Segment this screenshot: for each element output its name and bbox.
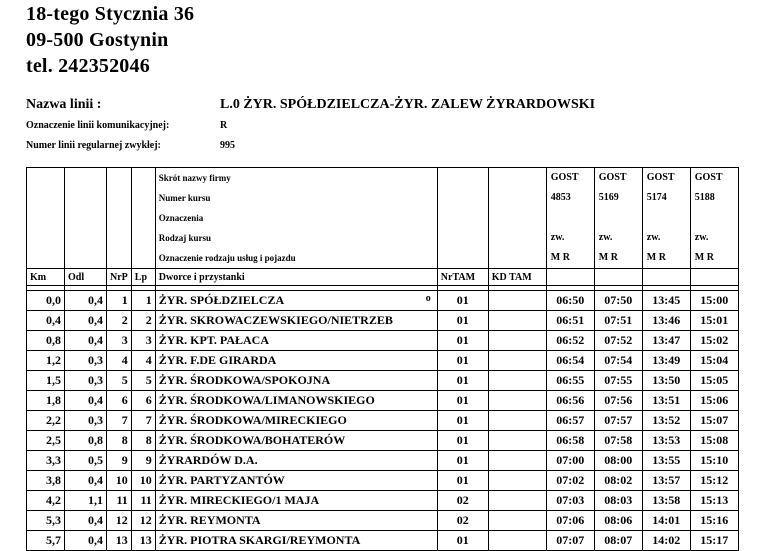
course-company: GOST xyxy=(550,172,579,183)
departure-time: 07:50 xyxy=(594,291,642,311)
stop-row xyxy=(27,311,739,331)
stop-row xyxy=(27,371,739,391)
departure-time: 07:58 xyxy=(594,431,642,451)
stop-nrp: 12 xyxy=(107,511,132,531)
departure-time: 15:00 xyxy=(690,291,738,311)
course-service: M R xyxy=(646,252,666,263)
stop-lp: 11 xyxy=(131,491,155,511)
line-name-value: L.0 ŻYR. SPÓŁDZIELCZA-ŻYR. ZALEW ŻYRARDOWSKI xyxy=(220,97,596,112)
label-service-type: Oznaczenie rodzaju usług i pojazdu xyxy=(158,253,296,263)
col-odl-header: Odl xyxy=(65,269,107,286)
stop-name: ŻYR. MIRECKIEGO/1 MAJA xyxy=(158,493,320,507)
stop-km: 3,3 xyxy=(27,451,65,471)
stop-row xyxy=(27,451,739,471)
stop-row xyxy=(27,331,739,351)
departure-time: 13:46 xyxy=(642,311,690,331)
stop-lp: 7 xyxy=(131,411,155,431)
stop-distance: 0,4 xyxy=(65,311,107,331)
stop-kdtam xyxy=(488,511,546,531)
stop-row xyxy=(27,391,739,411)
stop-nrtam: 01 xyxy=(437,351,488,371)
departure-time: 06:50 xyxy=(546,291,594,311)
departure-time: 07:07 xyxy=(546,531,594,551)
departure-time: 07:56 xyxy=(594,391,642,411)
stop-nrp: 8 xyxy=(107,431,132,451)
stop-nrtam: 01 xyxy=(437,331,488,351)
company-street: 18-tego Stycznia 36 xyxy=(26,3,195,25)
stop-name: ŻYRARDÓW D.A. xyxy=(158,453,258,467)
stop-nrp: 6 xyxy=(107,391,132,411)
stop-mark: o xyxy=(425,293,431,304)
regular-line-number-value: 995 xyxy=(220,140,235,151)
stop-km: 3,8 xyxy=(27,471,65,491)
departure-time: 08:07 xyxy=(594,531,642,551)
stop-km: 5,7 xyxy=(27,531,65,551)
stop-km: 0,4 xyxy=(27,311,65,331)
departure-time: 13:57 xyxy=(642,471,690,491)
stop-lp: 12 xyxy=(131,511,155,531)
timetable xyxy=(26,167,739,551)
course-marks xyxy=(599,208,639,228)
departure-time: 07:00 xyxy=(546,451,594,471)
stop-name-cell xyxy=(155,391,437,411)
departure-time: 06:56 xyxy=(546,391,594,411)
course-number: 5188 xyxy=(694,192,715,203)
company-city: 09-500 Gostynin xyxy=(26,29,169,51)
departure-time: 07:02 xyxy=(546,471,594,491)
stop-name: ŻYR. F.DE GIRARDA xyxy=(158,353,277,367)
stop-lp: 9 xyxy=(131,451,155,471)
col-kdtam-header: KD TAM xyxy=(488,269,546,286)
departure-time: 08:06 xyxy=(594,511,642,531)
stop-distance: 0,5 xyxy=(65,451,107,471)
departure-time: 14:01 xyxy=(642,511,690,531)
stop-lp: 5 xyxy=(131,371,155,391)
stop-nrtam: 01 xyxy=(437,411,488,431)
stop-distance: 1,1 xyxy=(65,491,107,511)
col-lp-header: Lp xyxy=(131,269,155,286)
departure-time: 15:02 xyxy=(690,331,738,351)
course-info-header xyxy=(27,168,739,269)
departure-time: 08:00 xyxy=(594,451,642,471)
column-header-row xyxy=(27,269,739,286)
departure-time: 14:02 xyxy=(642,531,690,551)
col-stop-header: Dworce i przystanki xyxy=(155,269,437,286)
stop-distance: 0,4 xyxy=(65,291,107,311)
stop-row xyxy=(27,291,739,311)
course-type: zw. xyxy=(598,232,613,243)
stop-kdtam xyxy=(488,451,546,471)
departure-time: 15:07 xyxy=(690,411,738,431)
stop-distance: 0,4 xyxy=(65,391,107,411)
label-course-type: Rodzaj kursu xyxy=(158,233,212,243)
col-nrtam-header: NrTAM xyxy=(437,269,488,286)
departure-time: 08:02 xyxy=(594,471,642,491)
stop-nrtam: 01 xyxy=(437,291,488,311)
departure-time: 15:13 xyxy=(690,491,738,511)
stop-row xyxy=(27,351,739,371)
stop-nrtam: 01 xyxy=(437,451,488,471)
departure-time: 13:45 xyxy=(642,291,690,311)
course-marks xyxy=(647,208,687,228)
stop-nrp: 5 xyxy=(107,371,132,391)
departure-time: 06:52 xyxy=(546,331,594,351)
stop-kdtam xyxy=(488,471,546,491)
departure-time: 15:06 xyxy=(690,391,738,411)
stop-km: 4,2 xyxy=(27,491,65,511)
stop-name-cell xyxy=(155,411,437,431)
stop-distance: 0,4 xyxy=(65,531,107,551)
stop-km: 0,0 xyxy=(27,291,65,311)
departure-time: 13:50 xyxy=(642,371,690,391)
departure-time: 06:58 xyxy=(546,431,594,451)
departure-time: 13:53 xyxy=(642,431,690,451)
departure-time: 07:54 xyxy=(594,351,642,371)
stop-km: 1,8 xyxy=(27,391,65,411)
col-km-header: Km xyxy=(27,269,65,286)
departure-time: 07:51 xyxy=(594,311,642,331)
stop-name: ŻYR. PIOTRA SKARGI/REYMONTA xyxy=(158,533,361,547)
stop-nrtam: 02 xyxy=(437,511,488,531)
stop-name: ŻYR. ŚRODKOWA/SPOKOJNA xyxy=(158,373,331,387)
departure-time: 07:57 xyxy=(594,411,642,431)
stop-nrp: 10 xyxy=(107,471,132,491)
departure-time: 13:58 xyxy=(642,491,690,511)
stop-nrtam: 01 xyxy=(437,431,488,451)
stop-row xyxy=(27,471,739,491)
departure-time: 07:03 xyxy=(546,491,594,511)
stop-nrtam: 01 xyxy=(437,371,488,391)
stop-distance: 0,4 xyxy=(65,331,107,351)
stop-name-cell xyxy=(155,471,437,491)
stop-km: 2,5 xyxy=(27,431,65,451)
stop-nrp: 13 xyxy=(107,531,132,551)
label-marks: Oznaczenia xyxy=(158,213,204,223)
label-company-abbrev: Skrót nazwy firmy xyxy=(158,173,231,183)
departure-time: 15:17 xyxy=(690,531,738,551)
stop-name: ŻYR. PARTYZANTÓW xyxy=(158,473,285,487)
stop-nrp: 1 xyxy=(107,291,132,311)
course-column-4 xyxy=(690,168,738,269)
stop-km: 1,2 xyxy=(27,351,65,371)
regular-line-number-label: Numer linii regularnej zwykłej: xyxy=(26,140,161,151)
course-column-2 xyxy=(594,168,642,269)
stop-row xyxy=(27,431,739,451)
stop-row xyxy=(27,491,739,511)
stop-lp: 4 xyxy=(131,351,155,371)
course-type: zw. xyxy=(694,232,709,243)
course-type: zw. xyxy=(550,232,565,243)
stop-km: 0,8 xyxy=(27,331,65,351)
stop-kdtam xyxy=(488,391,546,411)
departure-time: 13:49 xyxy=(642,351,690,371)
line-name-label: Nazwa linii : xyxy=(26,97,102,112)
departure-time: 15:05 xyxy=(690,371,738,391)
course-number: 5169 xyxy=(598,192,619,203)
stop-distance: 0,8 xyxy=(65,431,107,451)
stop-name-cell xyxy=(155,431,437,451)
departure-time: 15:16 xyxy=(690,511,738,531)
stop-kdtam xyxy=(488,291,546,311)
stop-kdtam xyxy=(488,491,546,511)
line-designation-label: Oznaczenie linii komunikacyjnej: xyxy=(26,120,170,131)
stop-kdtam xyxy=(488,531,546,551)
stop-kdtam xyxy=(488,431,546,451)
course-type: zw. xyxy=(646,232,661,243)
stop-name: ŻYR. ŚRODKOWA/BOHATERÓW xyxy=(158,433,346,447)
stop-distance: 0,3 xyxy=(65,351,107,371)
departure-time: 08:03 xyxy=(594,491,642,511)
stop-lp: 8 xyxy=(131,431,155,451)
course-company: GOST xyxy=(598,172,627,183)
stop-name: ŻYR. REYMONTA xyxy=(158,513,261,527)
stop-km: 1,5 xyxy=(27,371,65,391)
stop-nrp: 11 xyxy=(107,491,132,511)
course-marks xyxy=(695,208,735,228)
stop-distance: 0,3 xyxy=(65,411,107,431)
departure-time: 13:47 xyxy=(642,331,690,351)
course-service: M R xyxy=(550,252,570,263)
stop-nrp: 2 xyxy=(107,311,132,331)
course-info-labels xyxy=(155,168,437,269)
departure-time: 07:55 xyxy=(594,371,642,391)
course-company: GOST xyxy=(646,172,675,183)
stop-lp: 10 xyxy=(131,471,155,491)
label-course-number: Numer kursu xyxy=(158,193,211,203)
departure-time: 13:51 xyxy=(642,391,690,411)
course-number: 4853 xyxy=(550,192,571,203)
stop-name-cell xyxy=(155,351,437,371)
stop-name-cell xyxy=(155,311,437,331)
stop-kdtam xyxy=(488,371,546,391)
stop-name-cell xyxy=(155,451,437,471)
departure-time: 06:54 xyxy=(546,351,594,371)
stop-nrtam: 02 xyxy=(437,491,488,511)
line-designation-value: R xyxy=(220,120,228,131)
stop-lp: 3 xyxy=(131,331,155,351)
stop-name-cell xyxy=(155,371,437,391)
stop-name-cell xyxy=(155,491,437,511)
departure-time: 07:06 xyxy=(546,511,594,531)
stop-distance: 0,4 xyxy=(65,471,107,491)
stop-name-cell xyxy=(155,511,437,531)
stop-nrtam: 01 xyxy=(437,531,488,551)
stop-row xyxy=(27,411,739,431)
stop-nrtam: 01 xyxy=(437,311,488,331)
course-marks xyxy=(551,208,591,228)
departure-time: 13:55 xyxy=(642,451,690,471)
stop-nrp: 7 xyxy=(107,411,132,431)
stop-lp: 6 xyxy=(131,391,155,411)
stop-nrp: 3 xyxy=(107,331,132,351)
col-nrp-header: NrP xyxy=(107,269,132,286)
stop-name-cell xyxy=(155,331,437,351)
departure-time: 06:57 xyxy=(546,411,594,431)
course-service: M R xyxy=(694,252,714,263)
stop-nrtam: 01 xyxy=(437,471,488,491)
stop-name: ŻYR. KPT. PAŁACA xyxy=(158,333,270,347)
stop-distance: 0,4 xyxy=(65,511,107,531)
stop-nrp: 4 xyxy=(107,351,132,371)
course-service: M R xyxy=(598,252,618,263)
course-column-1 xyxy=(546,168,594,269)
stop-nrp: 9 xyxy=(107,451,132,471)
stop-distance: 0,3 xyxy=(65,371,107,391)
stop-kdtam xyxy=(488,311,546,331)
course-column-3 xyxy=(642,168,690,269)
stop-name: ŻYR. ŚRODKOWA/MIRECKIEGO xyxy=(158,413,347,427)
stop-kdtam xyxy=(488,411,546,431)
company-phone: tel. 242352046 xyxy=(26,55,150,77)
stop-lp: 13 xyxy=(131,531,155,551)
departure-time: 13:52 xyxy=(642,411,690,431)
stop-km: 2,2 xyxy=(27,411,65,431)
stop-name-cell xyxy=(155,291,437,311)
stop-lp: 2 xyxy=(131,311,155,331)
stop-lp: 1 xyxy=(131,291,155,311)
stop-name: ŻYR. SKROWACZEWSKIEGO/NIETRZEB xyxy=(158,313,393,327)
departure-time: 06:51 xyxy=(546,311,594,331)
stop-name: ŻYR. SPÓŁDZIELCZA xyxy=(158,293,285,307)
stop-nrtam: 01 xyxy=(437,391,488,411)
departure-time: 06:55 xyxy=(546,371,594,391)
course-company: GOST xyxy=(694,172,723,183)
departure-time: 15:08 xyxy=(690,431,738,451)
stop-name-cell xyxy=(155,531,437,551)
stop-kdtam xyxy=(488,331,546,351)
departure-time: 15:04 xyxy=(690,351,738,371)
stop-row xyxy=(27,531,739,551)
departure-time: 15:01 xyxy=(690,311,738,331)
stop-row xyxy=(27,511,739,531)
departure-time: 15:10 xyxy=(690,451,738,471)
course-number: 5174 xyxy=(646,192,667,203)
stop-kdtam xyxy=(488,351,546,371)
departure-time: 15:12 xyxy=(690,471,738,491)
stop-km: 5,3 xyxy=(27,511,65,531)
departure-time: 07:52 xyxy=(594,331,642,351)
stop-name: ŻYR. ŚRODKOWA/LIMANOWSKIEGO xyxy=(158,393,375,407)
